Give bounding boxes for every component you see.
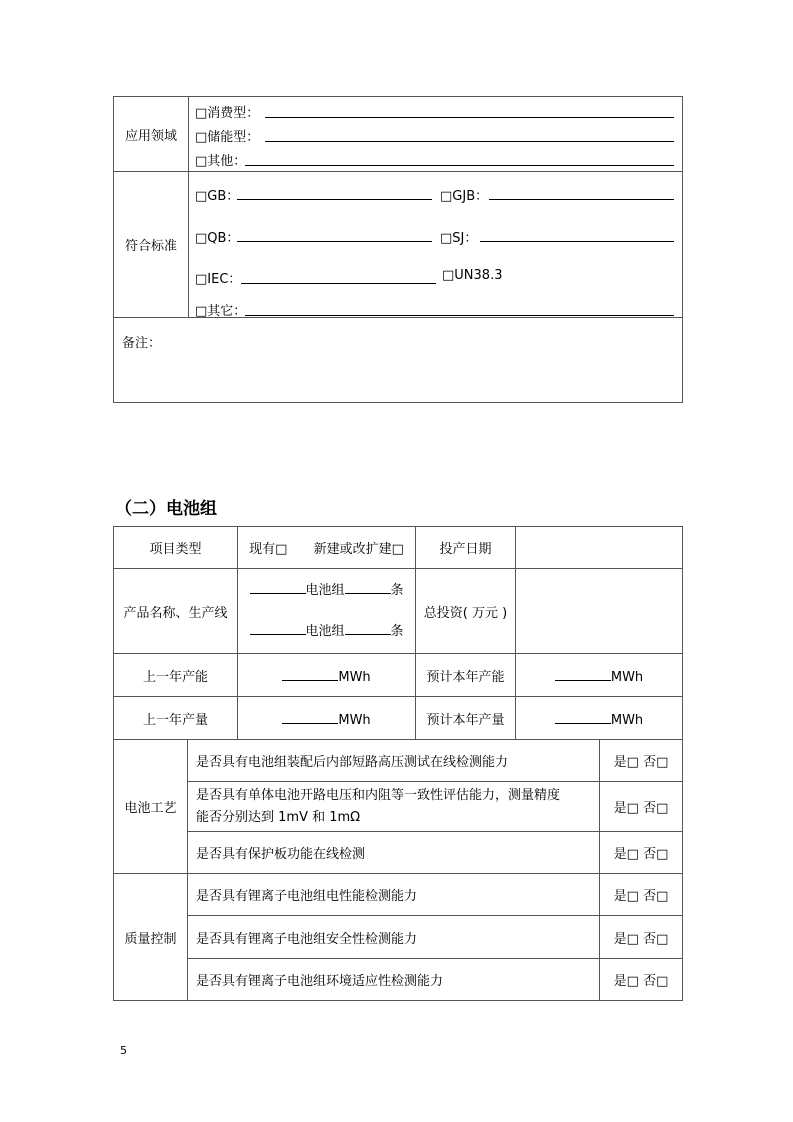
production-date-label: 投产日期 <box>416 527 516 569</box>
option-iec[interactable]: □IEC： <box>195 272 242 287</box>
plan-capacity-unit: MWh <box>610 669 644 685</box>
consumer-fill-line[interactable] <box>265 117 674 118</box>
quality-label: 质量控制 <box>114 874 188 1001</box>
planned-output-value[interactable] <box>516 697 683 740</box>
line1-pack-label: 电池组 <box>305 583 345 598</box>
plan-output-unit: MWh <box>610 712 644 728</box>
line2-unit: 条 <box>390 624 404 639</box>
option-un38-3[interactable]: □UN38.3 <box>442 268 503 283</box>
line2-pack-label: 电池组 <box>305 624 345 639</box>
process-label: 电池工艺 <box>114 740 188 874</box>
application-options <box>189 97 683 172</box>
iec-fill-line[interactable] <box>241 283 436 284</box>
last-year-capacity-label: 上一年产能 <box>114 654 238 697</box>
sj-fill-line[interactable] <box>480 241 674 242</box>
option-storage[interactable]: □储能型： <box>195 130 260 145</box>
last-capacity-unit: MWh <box>338 669 371 685</box>
qb-fill-line[interactable] <box>237 241 432 242</box>
planned-capacity-label: 预计本年产能 <box>416 654 516 697</box>
process-item-2-yes-no[interactable]: 是□ 否□ <box>600 782 683 832</box>
option-consumer[interactable]: □消费型： <box>195 106 260 121</box>
option-gjb[interactable]: □GJB： <box>440 189 489 204</box>
planned-capacity-value[interactable] <box>516 654 683 697</box>
quality-item-1-yes-no[interactable]: 是□ 否□ <box>600 874 683 916</box>
quality-item-2: 是否具有锂离子电池组安全性检测能力 <box>188 916 600 959</box>
other-standard-fill-line[interactable] <box>245 315 674 316</box>
option-other-application[interactable]: □其他： <box>195 154 247 169</box>
application-label: 应用领域 <box>114 97 189 172</box>
new-option[interactable]: 新建或改扩建□ <box>313 542 404 557</box>
last-year-capacity-value[interactable] <box>238 654 416 697</box>
page-number: 5 <box>120 1044 127 1057</box>
process-item-2 <box>188 782 600 832</box>
investment-label: 总投资( 万元 ) <box>416 569 516 654</box>
quality-item-2-yes-no[interactable]: 是□ 否□ <box>600 916 683 959</box>
last-year-output-label: 上一年产量 <box>114 697 238 740</box>
standards-label: 符合标准 <box>114 172 189 318</box>
project-type-options[interactable] <box>238 527 416 569</box>
remarks-label: 备注： <box>122 336 162 351</box>
section-title: （二）电池组 <box>115 499 217 519</box>
last-year-output-value[interactable] <box>238 697 416 740</box>
process-item-2-line1: 是否具有单体电池开路电压和内阻等一致性评估能力，测量精度 <box>196 787 561 803</box>
process-item-1: 是否具有电池组装配后内部短路高压测试在线检测能力 <box>188 740 600 782</box>
battery-pack-table <box>113 526 683 1001</box>
remarks-cell[interactable] <box>114 318 683 403</box>
process-item-1-yes-no[interactable]: 是□ 否□ <box>600 740 683 782</box>
existing-option[interactable]: 现有□ <box>249 542 288 557</box>
option-qb[interactable]: □QB： <box>195 231 240 246</box>
quality-item-3-yes-no[interactable]: 是□ 否□ <box>600 959 683 1001</box>
quality-item-1: 是否具有锂离子电池组电性能检测能力 <box>188 874 600 916</box>
option-sj[interactable]: □SJ： <box>440 231 478 246</box>
process-item-3: 是否具有保护板功能在线检测 <box>188 832 600 874</box>
process-item-2-line2: 能否分别达到 1mV 和 1mΩ <box>196 809 361 825</box>
product-name-label: 产品名称、生产线 <box>114 569 238 654</box>
standards-options <box>189 172 683 318</box>
process-item-3-yes-no[interactable]: 是□ 否□ <box>600 832 683 874</box>
project-type-label: 项目类型 <box>114 527 238 569</box>
line1-unit: 条 <box>390 583 404 598</box>
storage-fill-line[interactable] <box>265 141 674 142</box>
option-gb[interactable]: □GB： <box>195 189 240 204</box>
gb-fill-line[interactable] <box>237 199 432 200</box>
production-date-value[interactable] <box>516 527 683 569</box>
last-output-unit: MWh <box>338 712 371 728</box>
other-application-fill-line[interactable] <box>245 165 674 166</box>
option-other-standard[interactable]: □其它： <box>195 304 247 319</box>
product-lines-cell[interactable] <box>238 569 416 654</box>
investment-value[interactable] <box>516 569 683 654</box>
quality-item-3: 是否具有锂离子电池组环境适应性检测能力 <box>188 959 600 1001</box>
gjb-fill-line[interactable] <box>489 199 674 200</box>
planned-output-label: 预计本年产量 <box>416 697 516 740</box>
